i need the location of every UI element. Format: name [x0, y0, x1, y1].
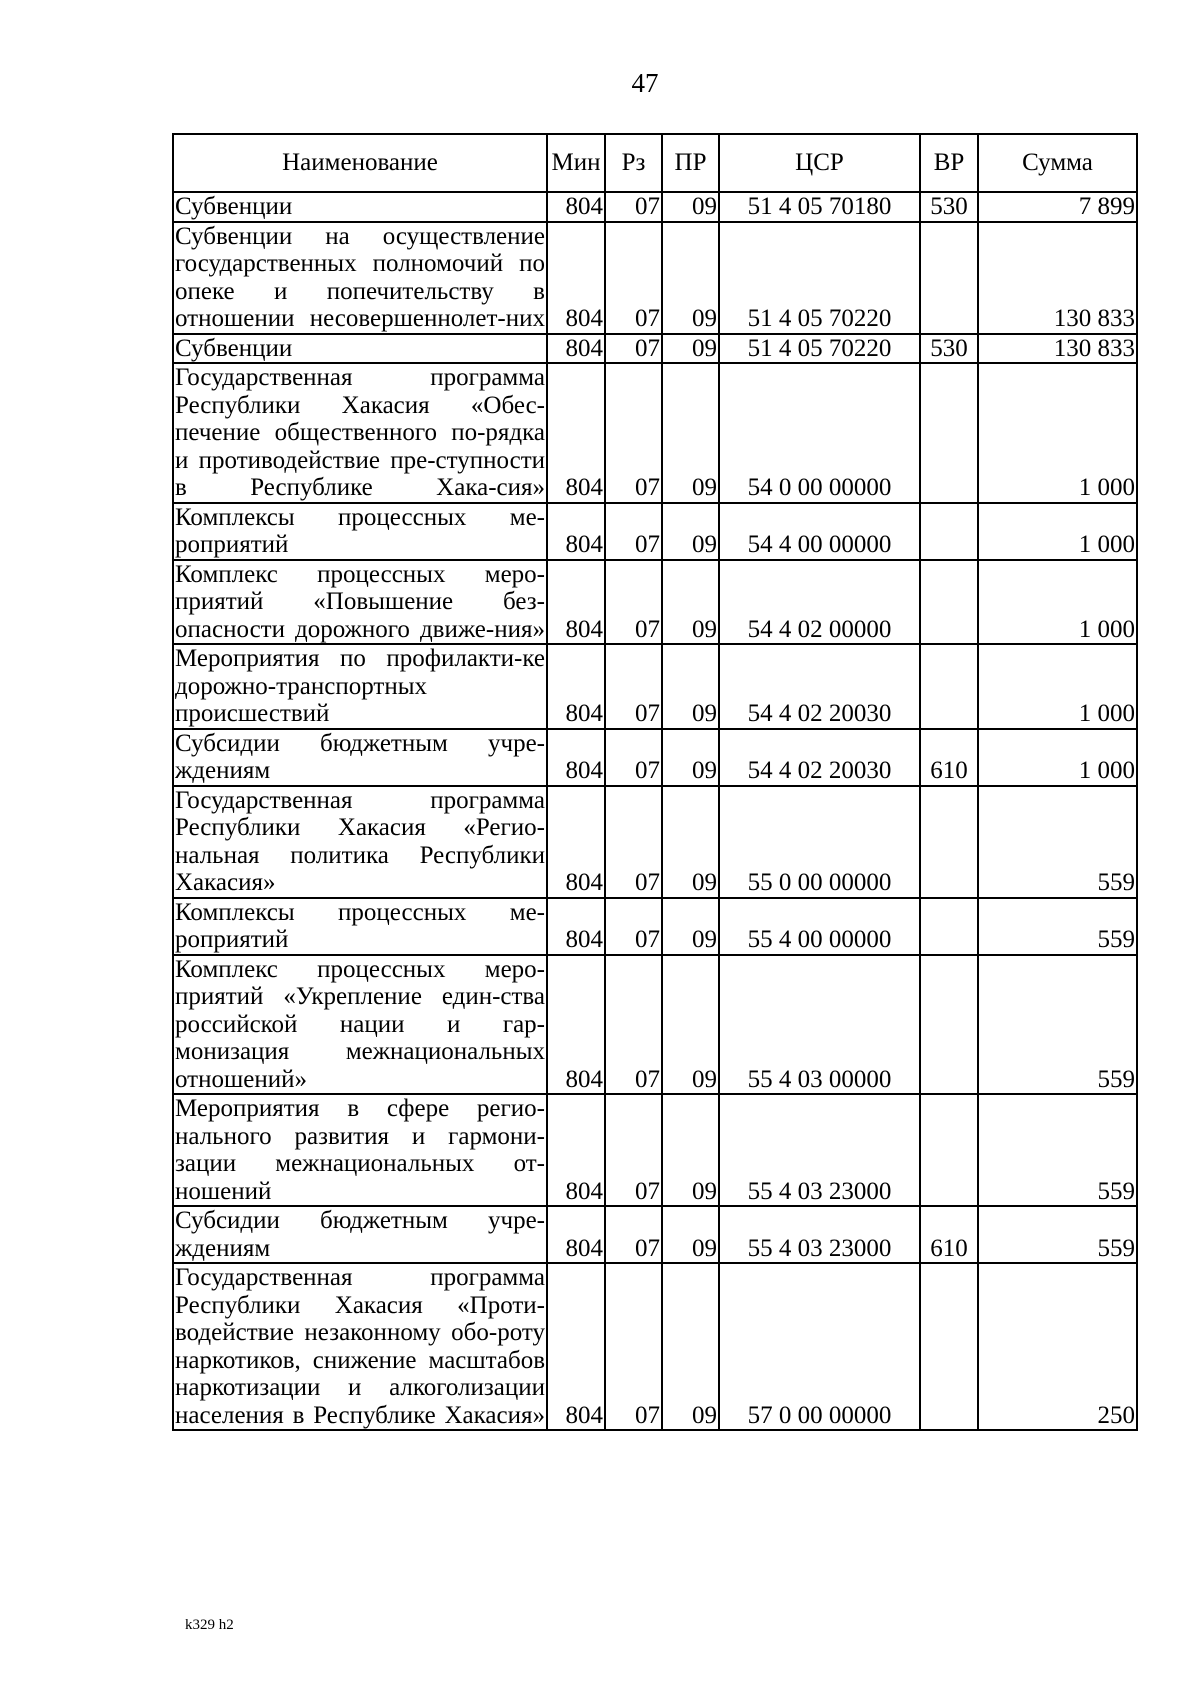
cell-name: Субсидии бюджетным учре-ждениям	[175, 729, 545, 784]
cell-rz: 07	[605, 222, 662, 334]
cell-rz: 07	[605, 334, 662, 364]
cell-vr	[920, 1263, 978, 1430]
cell-csr: 55 4 03 23000	[719, 1094, 920, 1206]
table-row	[173, 898, 1137, 955]
cell-name: Мероприятия в сфере регио-нального развития и гармони-зации межнациональных от-ношений	[175, 1095, 545, 1205]
cell-name: Комплекс процессных меро-приятий «Укрепление един-ства российской нации и гар-монизация межнациональных отношений»	[175, 955, 545, 1093]
cell-vr	[920, 644, 978, 729]
cell-min: 804	[547, 222, 605, 334]
cell-rz: 07	[605, 503, 662, 560]
cell-vr: 530	[920, 192, 978, 222]
cell-rz: 07	[605, 898, 662, 955]
header-min: Мин	[547, 134, 605, 192]
cell-rz: 07	[605, 1206, 662, 1263]
cell-rz: 07	[605, 363, 662, 503]
cell-csr: 55 0 00 00000	[719, 786, 920, 898]
cell-csr: 51 4 05 70180	[719, 192, 920, 222]
footer-code: k329 h2	[185, 1617, 234, 1633]
cell-min: 804	[547, 786, 605, 898]
cell-vr	[920, 786, 978, 898]
cell-csr: 55 4 00 00000	[719, 898, 920, 955]
cell-pr: 09	[662, 222, 719, 334]
cell-pr: 09	[662, 503, 719, 560]
cell-name: Государственная программа Республики Хакасия «Проти-водействие незаконному обо-роту наркотиков, снижение масштабов наркотизации и алкоголизации населения в Республике Хакасия»	[175, 1264, 545, 1429]
table-row	[173, 786, 1137, 898]
cell-name: Комплекс процессных меро-приятий «Повышение без-опасности дорожного движе-ния»	[175, 560, 545, 643]
cell-sum: 559	[978, 955, 1137, 1095]
cell-name: Комплексы процессных ме-роприятий	[175, 898, 545, 953]
table-row	[173, 1206, 1137, 1263]
cell-min: 804	[547, 560, 605, 645]
budget-table	[172, 133, 1138, 1431]
cell-pr: 09	[662, 363, 719, 503]
cell-pr: 09	[662, 898, 719, 955]
cell-min: 804	[547, 1263, 605, 1430]
cell-vr: 610	[920, 1206, 978, 1263]
cell-sum: 1 000	[978, 644, 1137, 729]
header-rz: Рз	[605, 134, 662, 192]
cell-rz: 07	[605, 560, 662, 645]
cell-min: 804	[547, 192, 605, 222]
cell-vr: 610	[920, 729, 978, 786]
table-row	[173, 192, 1137, 222]
cell-sum: 1 000	[978, 503, 1137, 560]
table-row	[173, 955, 1137, 1095]
table-header-row	[173, 134, 1137, 192]
header-vr: ВР	[920, 134, 978, 192]
cell-min: 804	[547, 898, 605, 955]
cell-pr: 09	[662, 560, 719, 645]
table-row	[173, 1094, 1137, 1206]
table-row	[173, 560, 1137, 645]
cell-sum: 1 000	[978, 560, 1137, 645]
cell-vr: 530	[920, 334, 978, 364]
table-row	[173, 334, 1137, 364]
cell-min: 804	[547, 729, 605, 786]
header-sum: Сумма	[978, 134, 1137, 192]
cell-sum: 130 833	[978, 222, 1137, 334]
cell-min: 804	[547, 363, 605, 503]
cell-rz: 07	[605, 1263, 662, 1430]
cell-rz: 07	[605, 192, 662, 222]
cell-vr	[920, 898, 978, 955]
header-pr: ПР	[662, 134, 719, 192]
cell-min: 804	[547, 503, 605, 560]
header-csr: ЦСР	[719, 134, 920, 192]
cell-name: Субсидии бюджетным учре-ждениям	[175, 1207, 545, 1262]
header-name: Наименование	[173, 134, 547, 192]
cell-sum: 559	[978, 786, 1137, 898]
cell-csr: 54 4 02 00000	[719, 560, 920, 645]
cell-pr: 09	[662, 1094, 719, 1206]
table-row	[173, 644, 1137, 729]
cell-csr: 57 0 00 00000	[719, 1263, 920, 1430]
cell-rz: 07	[605, 644, 662, 729]
page-number: 47	[631, 68, 659, 98]
cell-pr: 09	[662, 786, 719, 898]
table-row	[173, 363, 1137, 503]
cell-sum: 1 000	[978, 363, 1137, 503]
cell-sum: 1 000	[978, 729, 1137, 786]
cell-vr	[920, 1094, 978, 1206]
table-row	[173, 222, 1137, 334]
cell-csr: 54 4 02 20030	[719, 729, 920, 786]
cell-pr: 09	[662, 729, 719, 786]
cell-vr	[920, 503, 978, 560]
cell-sum: 559	[978, 898, 1137, 955]
cell-sum: 559	[978, 1206, 1137, 1263]
cell-name: Субвенции на осуществление государственных полномочий по опеке и попечительству в отношении несовершеннолет-них	[175, 222, 545, 332]
table-row	[173, 503, 1137, 560]
cell-rz: 07	[605, 729, 662, 786]
cell-name: Мероприятия по профилакти-ке дорожно-транспортных происшествий	[175, 645, 545, 727]
cell-name: Субвенции	[173, 334, 547, 364]
cell-name: Субвенции	[173, 192, 547, 222]
cell-name: Государственная программа Республики Хакасия «Регио-нальная политика Республики Хакасия»	[175, 786, 545, 896]
cell-csr: 55 4 03 00000	[719, 955, 920, 1095]
cell-csr: 54 4 02 20030	[719, 644, 920, 729]
cell-name: Государственная программа Республики Хакасия «Обес-печение общественного по-рядка и противодействие пре-ступности в Республике Хака-сия»	[175, 364, 545, 501]
cell-vr	[920, 222, 978, 334]
cell-min: 804	[547, 1206, 605, 1263]
cell-vr	[920, 363, 978, 503]
cell-csr: 51 4 05 70220	[719, 334, 920, 364]
cell-csr: 54 4 00 00000	[719, 503, 920, 560]
cell-min: 804	[547, 1094, 605, 1206]
cell-sum: 130 833	[978, 334, 1137, 364]
cell-min: 804	[547, 955, 605, 1095]
cell-sum: 250	[978, 1263, 1137, 1430]
cell-rz: 07	[605, 1094, 662, 1206]
cell-min: 804	[547, 334, 605, 364]
cell-csr: 51 4 05 70220	[719, 222, 920, 334]
cell-vr	[920, 560, 978, 645]
table-row	[173, 729, 1137, 786]
cell-rz: 07	[605, 786, 662, 898]
cell-pr: 09	[662, 955, 719, 1095]
cell-min: 804	[547, 644, 605, 729]
cell-vr	[920, 955, 978, 1095]
cell-csr: 55 4 03 23000	[719, 1206, 920, 1263]
table-row	[173, 1263, 1137, 1430]
cell-pr: 09	[662, 1263, 719, 1430]
cell-rz: 07	[605, 955, 662, 1095]
cell-sum: 559	[978, 1094, 1137, 1206]
cell-csr: 54 0 00 00000	[719, 363, 920, 503]
cell-pr: 09	[662, 334, 719, 364]
cell-pr: 09	[662, 192, 719, 222]
cell-name: Комплексы процессных ме-роприятий	[175, 503, 545, 558]
cell-pr: 09	[662, 644, 719, 729]
cell-sum: 7 899	[978, 192, 1137, 222]
cell-pr: 09	[662, 1206, 719, 1263]
